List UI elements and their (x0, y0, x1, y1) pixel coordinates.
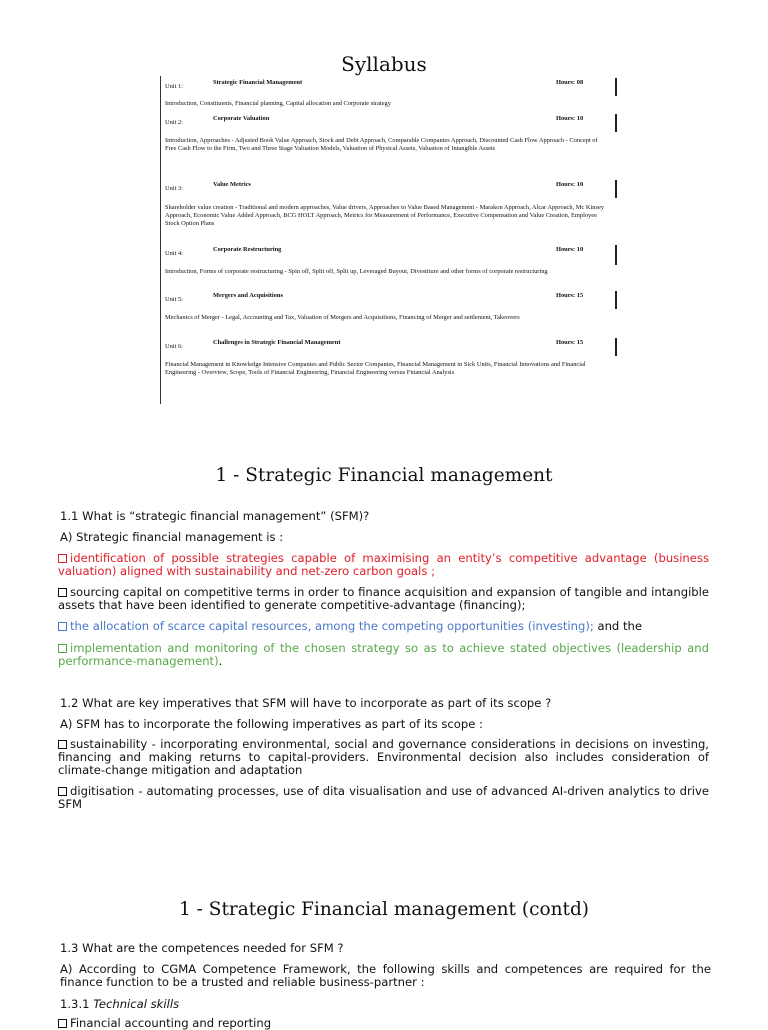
bullet-item (58, 586, 709, 612)
bullet-text: identification of possible strategies capable of maximising an entity’s competitive advantage (business valuation) aligned with sustainability and net-zero carbon goals ; (58, 551, 709, 578)
bullet-text: sourcing capital on competitive terms in order to finance acquisition and expansion of tangible and intangible assets that have been identified to generate competitive-advantage (financing); (58, 585, 709, 612)
bullet-text: Financial accounting and reporting (70, 1016, 272, 1030)
unit-title: Mergers and Acquisitions (213, 292, 283, 299)
checkbox-bullet-icon (58, 588, 67, 597)
subheading-number: 1.3.1 (60, 997, 90, 1011)
checkbox-bullet-icon (58, 644, 67, 653)
bullet-text: sustainability - incorporating environmental, social and governance considerations in decisions on investing, financing and making returns to capital-providers. Environmental decision also includes consideration of climate-change mitigation and adaptation (58, 737, 709, 777)
question-1-3: 1.3 What are the competences needed for SFM ? (60, 941, 344, 955)
unit-description: Shareholder value creation - Traditional and modern approaches, Value drivers, Approaches to Value Based Management - Marakon Approach, Alcar Approach, Mc Kinsey Approach, Economic Value Added Approach, BCG HOLT Approach, Metrics for Measurement of Performance, Executive Compensation and Value Creation, Employee Stock Option Plans (165, 204, 604, 227)
subheading-1-3-1 (60, 997, 179, 1011)
unit-label: Unit 6: (165, 343, 183, 350)
unit-tick (615, 338, 617, 356)
unit-description: Introduction, Approaches - Adjusted Book Value Approach, Stock and Debt Approach, Comparable Companies Approach, Discounted Cash Flow Approach - Concept of Free Cash Flow to the Firm, Two and Three Stage Valuation Models, Valuation of Physical Assets, Valuation of Intangible Assets (165, 137, 598, 152)
bullet-item (58, 552, 709, 578)
unit-hours: Hours: 10 (556, 246, 584, 253)
unit-title: Corporate Valuation (213, 115, 270, 122)
bullet-text: the allocation of scarce capital resources, among the competing opportunities (investing); (70, 619, 594, 633)
unit-label: Unit 3: (165, 185, 183, 192)
section-heading: 1 - Strategic Financial management (215, 465, 553, 486)
bullet-item (58, 642, 709, 668)
answer-1-1: A) Strategic financial management is : (60, 530, 284, 544)
unit-description: Financial Management in Knowledge Intensive Companies and Public Sector Companies, Financial Management in Sick Units, Financial Innovations and Financial Engineering - Overview, Scope, Tools of Financial Engineering, Financial Engineering versus Financial Analysis (165, 361, 586, 376)
answer-1-2: A) SFM has to incorporate the following imperatives as part of its scope : (60, 717, 483, 731)
question-1-1: 1.1 What is “strategic financial management” (SFM)? (60, 509, 370, 523)
unit-hours: Hours: 08 (556, 79, 584, 86)
checkbox-bullet-icon (58, 740, 67, 749)
unit-hours: Hours: 10 (556, 115, 584, 122)
unit-description: Mechanics of Merger - Legal, Accounting and Tax, Valuation of Mergers and Acquisitions, Financing of Merger and settlement, Takeovers (165, 314, 520, 321)
bullet-tail: . (218, 654, 223, 668)
unit-title: Strategic Financial Management (213, 79, 303, 86)
unit-label: Unit 2: (165, 119, 183, 126)
unit-hours: Hours: 15 (556, 292, 584, 299)
checkbox-bullet-icon (58, 787, 67, 796)
unit-title: Value Metrics (213, 181, 251, 188)
subheading-title: Technical skills (93, 997, 180, 1011)
question-1-2: 1.2 What are key imperatives that SFM will have to incorporate as part of its scope ? (60, 696, 552, 710)
checkbox-bullet-icon (58, 554, 67, 563)
unit-tick (615, 245, 617, 265)
unit-tick (615, 291, 617, 309)
unit-description: Introduction, Constituents, Financial planning, Capital allocation and Corporate strategy (165, 100, 391, 107)
unit-label: Unit 1: (165, 83, 183, 90)
unit-hours: Hours: 15 (556, 339, 584, 346)
table-left-border (160, 76, 161, 404)
unit-hours: Hours: 10 (556, 181, 584, 188)
checkbox-bullet-icon (58, 622, 67, 631)
unit-tick (615, 114, 617, 132)
unit-tick (615, 78, 617, 96)
bullet-item (58, 738, 709, 777)
bullet-tail: and the (597, 619, 642, 633)
bullet-item (58, 785, 709, 811)
unit-title: Corporate Restructuring (213, 246, 282, 253)
syllabus-title: Syllabus (341, 52, 427, 76)
unit-description: Introduction, Forms of corporate restructuring - Spin off, Split off, Split up, Leveraged Buyout, Divestiture and other forms of corporate restructuring (165, 268, 548, 275)
unit-label: Unit 5: (165, 296, 183, 303)
answer-1-3: A) According to CGMA Competence Framework, the following skills and competences are required for the finance function to be a trusted and reliable business-partner : (60, 962, 711, 989)
unit-label: Unit 4: (165, 250, 183, 257)
unit-title: Challenges in Strategic Financial Management (213, 339, 341, 346)
unit-tick (615, 180, 617, 198)
syllabus-table (160, 76, 618, 404)
bullet-text: digitisation - automating processes, use of dita visualisation and use of advanced AI-driven analytics to drive SFM (58, 784, 709, 811)
section-heading: 1 - Strategic Financial management (contd) (178, 899, 590, 920)
bullet-text: implementation and monitoring of the chosen strategy so as to achieve stated objectives (leadership and performance-management) (58, 641, 709, 668)
bullet-item (58, 620, 709, 633)
